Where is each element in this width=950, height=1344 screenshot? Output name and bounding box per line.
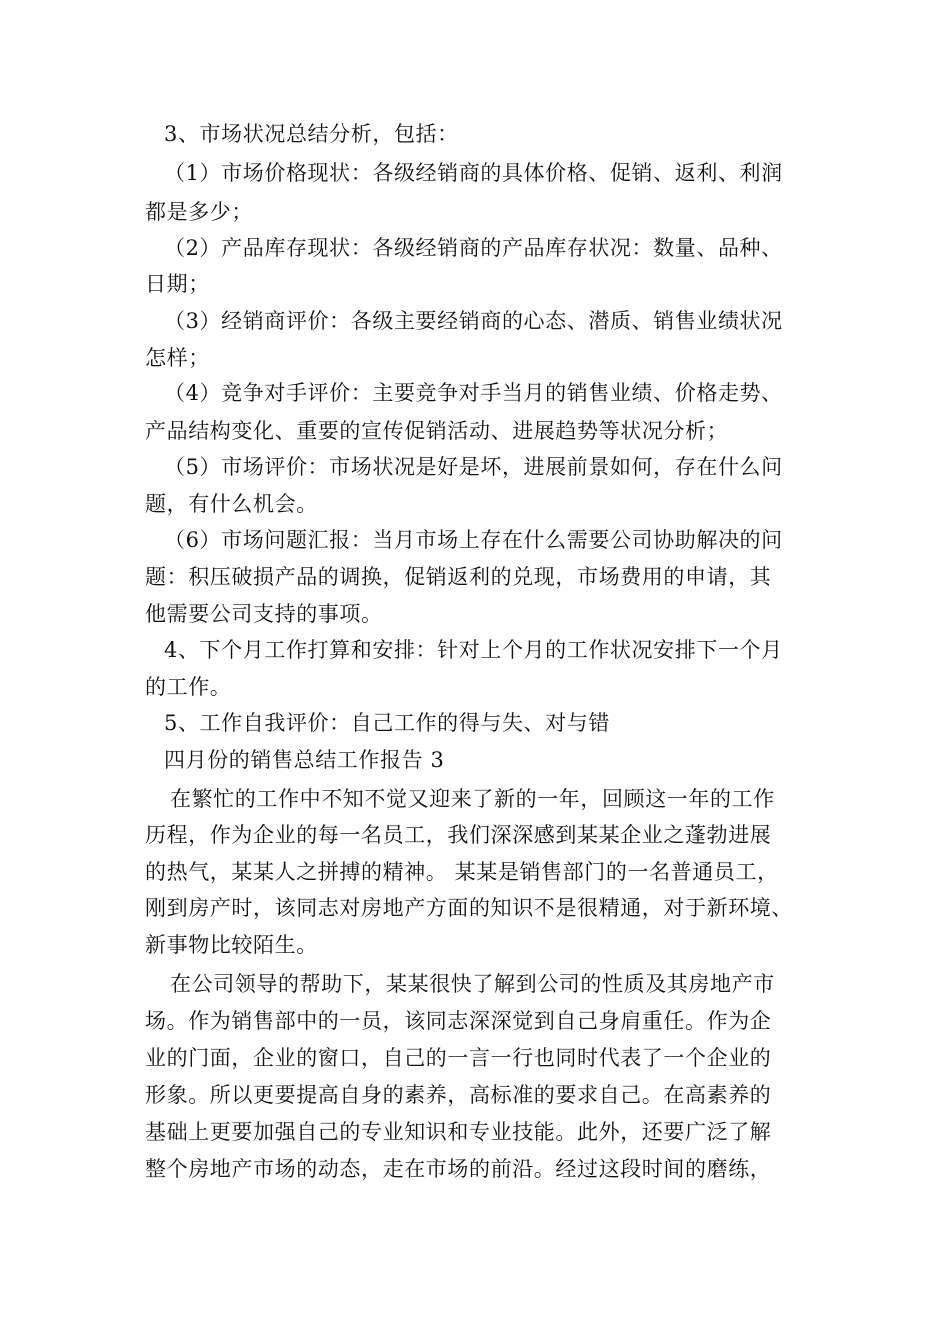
para-2-line-6: 整个房地产市场的动态，走在市场的前沿。经过这段时间的磨练， <box>145 1157 772 1181</box>
item-5-line-1: （5）市场评价：市场状况是好是坏，进展前景如何，存在什么问 <box>164 455 783 479</box>
item-1-line-2: 都是多少； <box>145 200 253 224</box>
report-title: 四月份的销售总结工作报告 3 <box>164 748 445 772</box>
para-2-line-2: 场。作为销售部中的一员，该同志深深觉到自己身肩重任。作为企 <box>145 1009 772 1033</box>
item-6-line-2: 题：积压破损产品的调换，促销返利的兑现，市场费用的申请，其 <box>145 565 772 589</box>
para-2-line-4: 形象。所以更要提高自身的素养，高标准的要求自己。在高素养的 <box>145 1083 772 1107</box>
item-1-line-1: （1）市场价格现状：各级经销商的具体价格、促销、返利、利润 <box>164 161 783 185</box>
item-4-line-1: （4）竞争对手评价：主要竞争对手当月的销售业绩、价格走势、 <box>164 381 783 405</box>
para-1-line-3: 的热气，某某人之拼搏的精神。 某某是销售部门的一名普通员工， <box>145 860 779 884</box>
item-2-line-1: （2）产品库存现状：各级经销商的产品库存状况：数量、品种、 <box>164 236 783 260</box>
para-1-line-5: 新事物比较陌生。 <box>145 933 318 957</box>
section-3-heading: 3、市场状况总结分析，包括： <box>164 122 459 146</box>
item-6-line-3: 他需要公司支持的事项。 <box>145 602 383 626</box>
para-2-line-5: 基础上更要加强自己的专业知识和专业技能。此外，还要广泛了解 <box>145 1120 772 1144</box>
item-3-line-1: （3）经销商评价：各级主要经销商的心态、潜质、销售业绩状况 <box>164 309 783 333</box>
item-6-line-1: （6）市场问题汇报：当月市场上存在什么需要公司协助解决的问 <box>164 528 783 552</box>
para-2-line-3: 业的门面，企业的窗口，自己的一言一行也同时代表了一个企业的 <box>145 1046 772 1070</box>
section-5-line: 5、工作自我评价：自己工作的得与失、对与错 <box>164 711 610 735</box>
para-2-line-1: 在公司领导的帮助下，某某很快了解到公司的性质及其房地产市 <box>170 972 775 996</box>
item-2-line-2: 日期； <box>145 272 210 296</box>
para-1-line-4: 刚到房产时，该同志对房地产方面的知识不是很精通，对于新环境、 <box>145 896 793 920</box>
section-4-line-2: 的工作。 <box>145 675 232 699</box>
item-5-line-2: 题，有什么机会。 <box>145 492 318 516</box>
para-1-line-2: 历程，作为企业的每一名员工，我们深深感到某某企业之蓬勃进展 <box>145 823 772 847</box>
section-4-line-1: 4、下个月工作打算和安排：针对上个月的工作状况安排下一个月 <box>164 638 783 662</box>
item-3-line-2: 怎样； <box>145 346 210 370</box>
para-1-line-1: 在繁忙的工作中不知不觉又迎来了新的一年，回顾这一年的工作 <box>170 787 775 811</box>
item-4-line-2: 产品结构变化、重要的宣传促销活动、进展趋势等状况分析； <box>145 419 729 443</box>
